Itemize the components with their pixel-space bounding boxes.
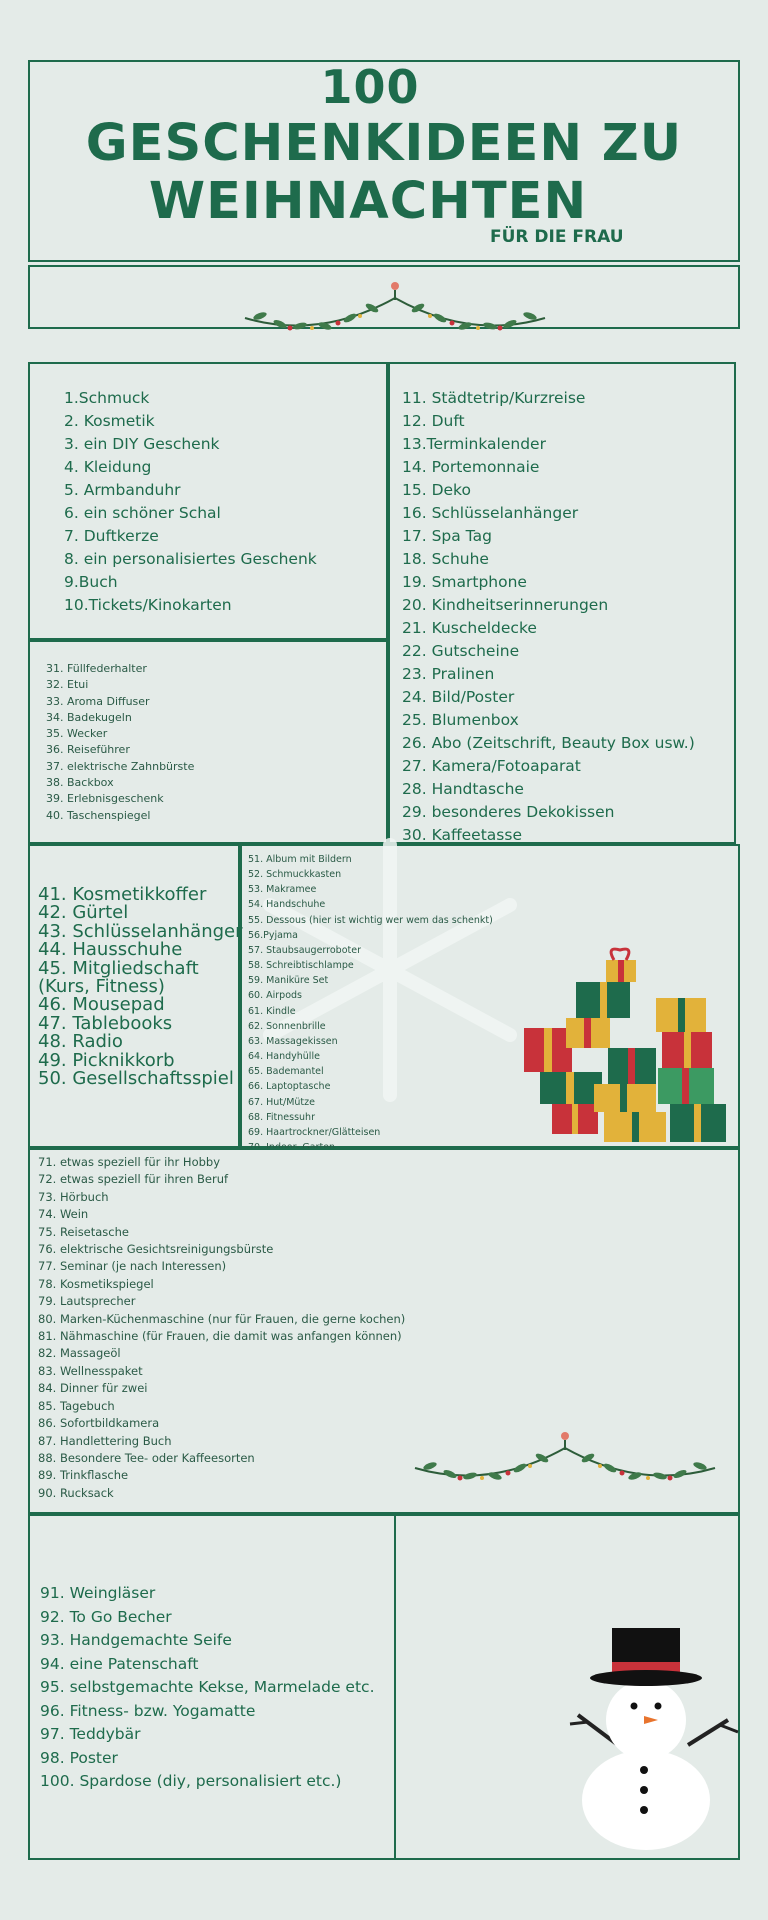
list-item: 94. eine Patenschaft [40,1654,199,1673]
list-item: 84. Dinner für zwei [38,1381,148,1396]
list-item: 87. Handlettering Buch [38,1433,172,1448]
list-item: 85. Tagebuch [38,1398,115,1413]
list-item: 7. Duftkerze [64,527,159,545]
list-item: 6. ein schöner Schal [64,504,221,522]
list-item: 63. Massagekissen [248,1035,338,1047]
title-number: 100 [320,60,420,114]
list-71-90 [38,1154,405,1502]
list-item: 42. Gürtel [38,902,129,924]
list-item: 51. Album mit Bildern [248,854,352,865]
list-item: 15. Deko [402,481,471,499]
title-subtitle: FÜR DIE FRAU [490,227,624,247]
list-item: 83. Wellnesspaket [38,1363,143,1378]
list-item: 29. besonderes Dekokissen [402,803,615,821]
list-item: 72. etwas speziell für ihren Beruf [38,1172,229,1187]
list-item: 2. Kosmetik [64,412,155,430]
list-1-10 [64,387,317,617]
list-item: 74. Wein [38,1207,89,1222]
list-item: 50. Gesellschaftsspiel [38,1068,234,1090]
list-item: 4. Kleidung [64,458,152,476]
list-item: 44. Hausschuhe [38,939,183,961]
list-item: 21. Kuscheldecke [402,619,537,637]
list-item: 34. Badekugeln [46,710,132,724]
list-item: 73. Hörbuch [38,1189,109,1204]
list-item: 69. Haartrockner/Glätteisen [248,1126,381,1138]
list-item: 98. Poster [40,1748,118,1767]
list-item: 11. Städtetrip/Kurzreise [402,389,586,407]
list-item: 37. elektrische Zahnbürste [46,759,195,773]
list-item: 78. Kosmetikspiegel [38,1276,154,1291]
list-item: 12. Duft [402,412,465,430]
list-item: 92. To Go Becher [40,1607,172,1626]
garland-icon [410,1428,720,1492]
list-item: 28. Handtasche [402,780,524,798]
list-item: 96. Fitness- bzw. Yogamatte [40,1701,256,1720]
list-item: 52. Schmuckkasten [248,869,342,881]
list-item: 79. Lautsprecher [38,1294,136,1309]
snowman-icon [548,1620,758,1850]
list-item: 41. Kosmetikkoffer [38,884,207,905]
list-item: 97. Teddybär [40,1725,141,1743]
list-item: 14. Portemonnaie [402,458,540,476]
list-item: 71. etwas speziell für ihr Hobby [38,1155,221,1169]
list-item: 70. Indoor- Garten [248,1141,336,1153]
list-item: 77. Seminar (je nach Interessen) [38,1259,227,1274]
gift-stack-icon [522,940,732,1145]
list-item: 19. Smartphone [402,573,527,591]
list-item: 33. Aroma Diffuser [46,694,150,708]
list-item: 68. Fitnessuhr [248,1111,315,1123]
list-item: 91. Weingläser [40,1584,156,1602]
list-item: 64. Handyhülle [248,1051,320,1063]
list-item: 1.Schmuck [64,389,150,407]
list-item: 75. Reisetasche [38,1224,129,1239]
list-item: 95. selbstgemachte Kekse, Marmelade etc. [40,1678,375,1696]
list-item: 38. Backbox [46,776,114,790]
list-item: 81. Nähmaschine (für Frauen, die damit was anfangen können) [38,1329,402,1344]
list-41-50 [38,886,243,1088]
list-item: 39. Erlebnisgeschenk [46,792,164,806]
list-item: 88. Besondere Tee- oder Kaffeesorten [38,1450,255,1465]
list-item: 56.Pyjama [248,929,298,941]
list-item: 22. Gutscheine [402,642,520,660]
list-item: 89. Trinkflasche [38,1468,129,1483]
list-51-70 [248,852,493,1155]
list-item: 90. Rucksack [38,1485,114,1500]
list-item: 45. Mitgliedschaft [38,957,199,979]
list-item: 76. elektrische Gesichtsreinigungsbürste [38,1242,274,1257]
list-item: 3. ein DIY Geschenk [64,435,220,453]
list-item: 27. Kamera/Fotoaparat [402,757,581,775]
list-item: 55. Dessous (hier ist wichtig wer wem das schenkt) [248,914,493,926]
list-item: 23. Pralinen [402,665,495,683]
list-item: (Kurs, Fitness) [38,976,165,998]
list-item: 67. Hut/Mütze [248,1096,315,1108]
title-line1: GESCHENKIDEEN ZU [85,114,683,173]
list-item: 20. Kindheitserinnerungen [402,596,609,614]
list-item: 17. Spa Tag [402,527,492,545]
list-item: 18. Schuhe [402,550,489,568]
list-item: 40. Taschenspiegel [46,808,151,822]
list-item: 82. Massageöl [38,1346,121,1361]
list-item: 8. ein personalisiertes Geschenk [64,550,317,568]
list-item: 66. Laptoptasche [248,1081,331,1093]
list-11-30 [402,387,695,847]
garland-icon [240,278,550,342]
list-item: 100. Spardose (diy, personalisiert etc.) [40,1772,342,1790]
list-item: 57. Staubsaugerroboter [248,944,361,956]
list-item: 26. Abo (Zeitschrift, Beauty Box usw.) [402,734,695,752]
list-item: 59. Maniküre Set [248,975,329,987]
list-item: 46. Mousepad [38,994,165,1016]
list-item: 93. Handgemachte Seife [40,1631,232,1649]
list-item: 86. Sofortbildkamera [38,1416,160,1431]
list-item: 16. Schlüsselanhänger [402,504,579,522]
list-item: 25. Blumenbox [402,711,519,729]
list-item: 61. Kindle [248,1005,296,1017]
list-item: 13.Terminkalender [402,435,546,453]
list-item: 10.Tickets/Kinokarten [64,596,232,614]
list-item: 32. Etui [46,678,89,692]
list-item: 62. Sonnenbrille [248,1020,326,1032]
list-item: 31. Füllfederhalter [46,662,147,675]
list-item: 48. Radio [38,1031,123,1053]
list-item: 35. Wecker [46,727,108,741]
list-item: 58. Schreibtischlampe [248,960,354,972]
list-item: 53. Makramee [248,884,317,896]
title-line2: WEIHNACHTEN [148,172,588,231]
list-item: 43. Schlüsselanhänger [38,920,243,942]
list-item: 30. Kaffeetasse [402,826,522,844]
list-item: 80. Marken-Küchenmaschine (nur für Frauen, die gerne kochen) [38,1311,406,1326]
list-item: 24. Bild/Poster [402,688,515,706]
list-item: 65. Bademantel [248,1066,324,1078]
list-item: 36. Reiseführer [46,743,130,757]
list-item: 5. Armbanduhr [64,481,181,499]
list-31-40 [46,661,194,824]
list-item: 60. Airpods [248,990,302,1002]
list-item: 54. Handschuhe [248,899,326,911]
list-91-100 [40,1582,375,1794]
list-item: 49. Picknikkorb [38,1049,175,1071]
list-item: 47. Tablebooks [38,1012,173,1034]
list-item: 9.Buch [64,573,118,591]
